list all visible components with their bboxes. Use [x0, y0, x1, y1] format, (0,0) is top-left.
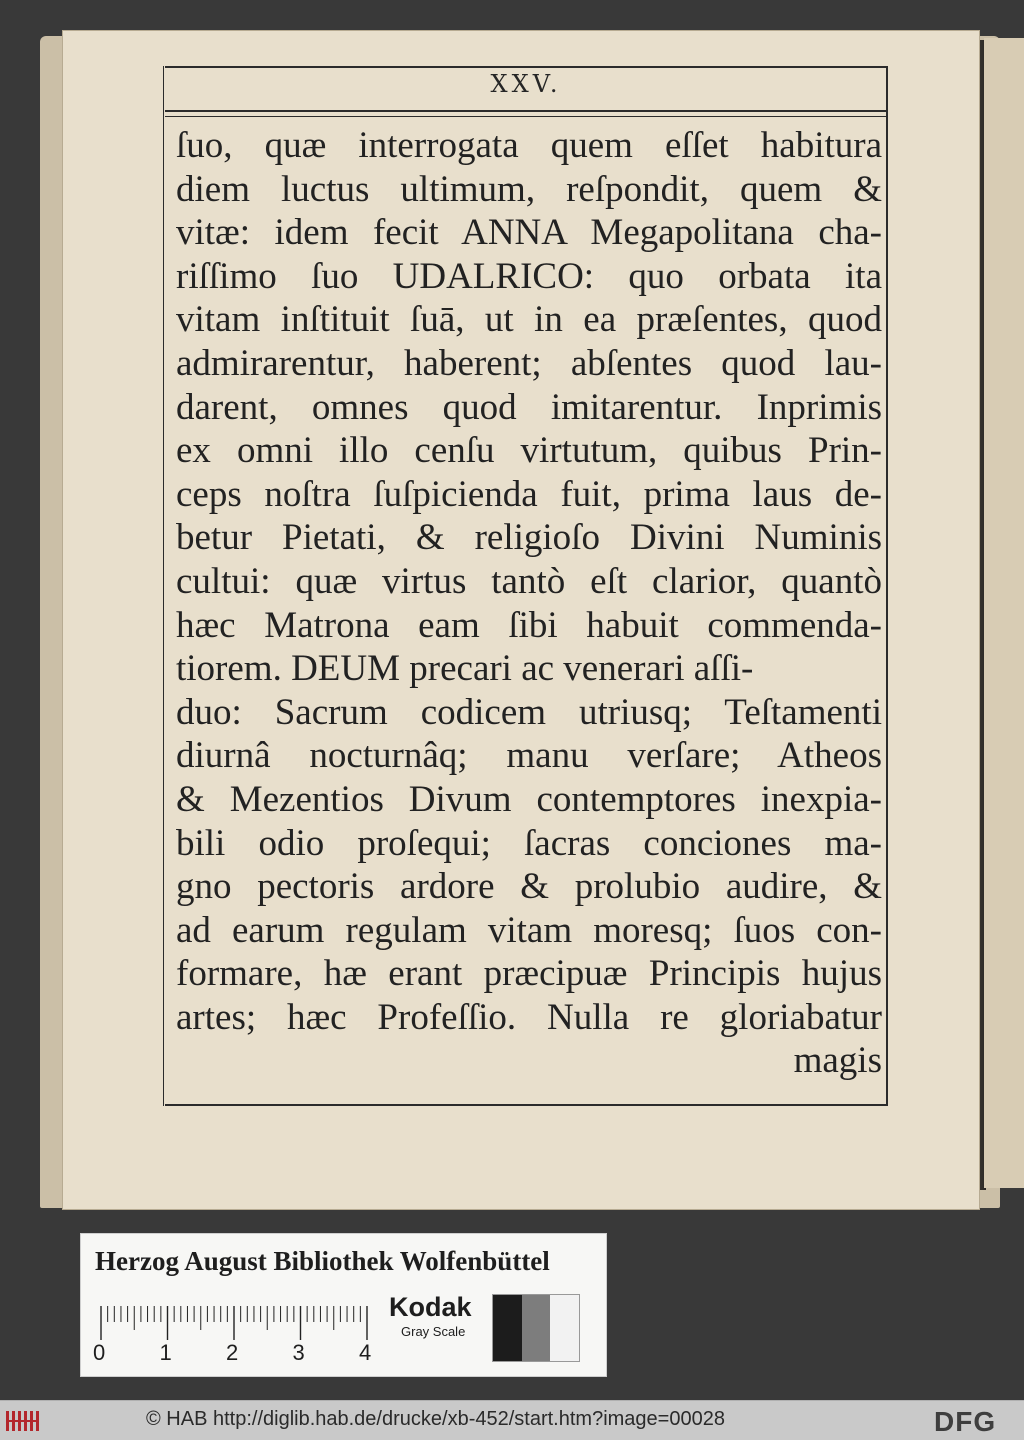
text-line: tiorem. DEUM precari ac venerari aſſi- — [176, 648, 754, 690]
ruler-label: 2 — [226, 1340, 239, 1365]
text-line: admirarentur, haberent; abſentes quod lau- — [176, 342, 882, 384]
ruler-label: 0 — [93, 1340, 106, 1365]
text-line: riſſimo ſuo UDALRICO: quo orbata ita — [176, 255, 882, 297]
text-line: cultui: quæ virtus tantò eſt clarior, quantò — [176, 560, 882, 602]
text-line: duo: Sacrum codicem utriusq; Teſtamenti — [176, 691, 882, 733]
card-title: Herzog August Bibliothek Wolfenbüttel — [95, 1246, 550, 1276]
text-line: gno pectoris ardore & prolubio audire, & — [176, 866, 882, 908]
ruler-scale — [97, 1306, 387, 1340]
text-line: artes; hæc Profeſſio. Nulla re gloriabatur — [176, 996, 882, 1038]
text-line: diem luctus ultimum, reſpondit, quem & — [176, 168, 882, 210]
text-line: ad earum regulam vitam moresq; ſuos con- — [176, 909, 882, 951]
text-line: hæc Matrona eam ſibi habuit commenda- — [176, 604, 882, 646]
dfg-logo: DFG — [934, 1406, 997, 1437]
page-number: XXV. — [490, 70, 562, 98]
ruler-label: 4 — [359, 1340, 372, 1365]
frame-rule-left — [163, 66, 164, 1106]
frame-rule-header — [165, 110, 887, 112]
frame-rule-top — [165, 66, 887, 68]
gray-scale-swatches — [492, 1294, 580, 1362]
footer-url-text[interactable]: © HAB http://diglib.hab.de/drucke/xb-452/start.htm?image=00028 — [146, 1408, 725, 1430]
frame-rule-bottom — [165, 1104, 887, 1106]
frame-rule-right — [886, 66, 888, 1106]
text-line: vitæ: idem fecit ANNA Megapolitana cha- — [176, 212, 882, 254]
text-line: ex omni illo cenſu virtutum, quibus Prin- — [176, 430, 882, 472]
ruler-label: 1 — [159, 1340, 172, 1365]
facing-page-edge — [984, 38, 1024, 1188]
page-body-text — [176, 124, 882, 1083]
text-line: betur Pietati, & religioſo Divini Numinis — [176, 517, 882, 559]
text-line: bili odio proſequi; ſacras conciones ma- — [176, 822, 882, 864]
text-line: ſuo, quæ interrogata quem eſſet habitura — [176, 125, 882, 166]
ruler-labels — [89, 1340, 379, 1370]
frame-rule-header-thin — [165, 116, 887, 117]
text-line: diurnâ nocturnâq; manu verſare; Atheos — [176, 735, 882, 777]
text-line: darent, omnes quod imitarentur. Inprimis — [176, 386, 882, 428]
gray-swatch — [550, 1295, 579, 1361]
text-line: formare, hæ erant præcipuæ Principis hujus — [176, 953, 882, 995]
text-line: & Mezentios Divum contemptores inexpia- — [176, 778, 882, 820]
hab-logo-icon — [6, 1409, 46, 1433]
gray-swatch — [493, 1295, 522, 1361]
footer-bar — [0, 1400, 1024, 1440]
text-line: ceps noſtra ſuſpicienda fuit, prima laus de- — [176, 473, 882, 515]
catchword: magis — [793, 1040, 882, 1082]
kodak-brand: Kodak — [389, 1292, 472, 1322]
kodak-subtitle: Gray Scale — [401, 1324, 466, 1339]
ruler-label: 3 — [292, 1340, 305, 1365]
calibration-card — [80, 1233, 607, 1377]
text-line: vitam inſtituit ſuā, ut in ea præſentes, quod — [176, 299, 882, 341]
gray-swatch — [522, 1295, 551, 1361]
